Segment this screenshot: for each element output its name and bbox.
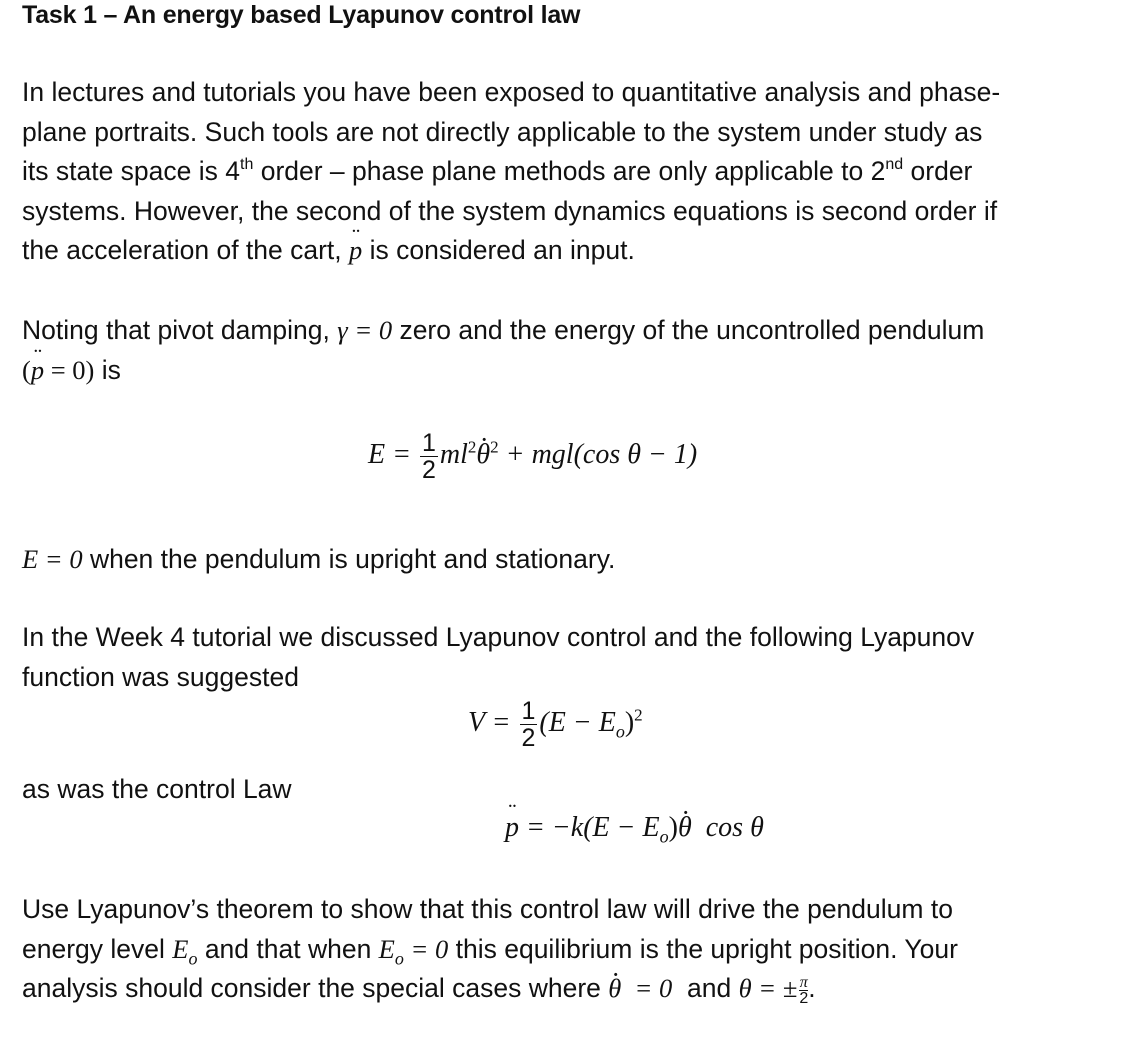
ordinal-nd: nd	[885, 156, 904, 173]
task-and: and	[672, 973, 739, 1003]
energy-frac-den: 2	[422, 456, 436, 484]
cart-acceleration-symbol: p ¨	[349, 231, 362, 271]
intro-line-3-c: order	[903, 156, 973, 186]
intro-line-3	[22, 152, 1000, 192]
task-line-2-c: this equilibrium is the upright position. Your	[448, 933, 958, 964]
control-label: as was the control Law	[22, 774, 292, 804]
lyapunov-equation	[468, 698, 643, 751]
task-line-2-b: and that when	[197, 933, 379, 964]
lyap-half-fraction	[520, 698, 538, 751]
task-line-3-a: analysis should consider the special cases where	[22, 973, 609, 1003]
energy-lhs: E =	[368, 438, 411, 470]
task-pi: π	[799, 973, 808, 991]
noting-line-1-b: zero and the energy of the uncontrolled pendulum	[392, 315, 985, 345]
lyap-frac-den: 2	[521, 724, 536, 752]
intro-line-3-a: its state space is 4	[22, 156, 240, 186]
energy-term2: + mgl(cos θ − 1)	[498, 438, 698, 470]
task-E-o-1: E	[172, 933, 189, 964]
task-period: .	[808, 973, 816, 1003]
lyap-sup-2: 2	[634, 705, 643, 725]
control-cos: cos θ	[691, 812, 764, 843]
p-ddot-symbol: p ¨	[31, 351, 44, 391]
task-E-o-2: E	[378, 933, 395, 964]
energy-term1-ml: ml	[439, 438, 468, 470]
task-eq-zero: = 0	[403, 933, 449, 964]
task-sub-o-2: o	[394, 947, 404, 968]
control-theta-dot: θ ·	[678, 812, 692, 844]
energy-theta-dot: θ ·	[476, 439, 490, 471]
control-label-paragraph	[22, 770, 292, 810]
task-two: 2	[799, 989, 809, 1007]
upright-text: when the pendulum is upright and stationary.	[82, 544, 616, 574]
intro-line-5-a: the acceleration of the cart,	[22, 235, 350, 265]
week4-line-2: function was suggested	[22, 661, 299, 692]
energy-sup-1: 2	[467, 437, 477, 457]
task-line-1: Use Lyapunov’s theorem to show that this control law will drive the pendulum to	[22, 894, 953, 924]
upright-line	[22, 540, 615, 580]
noting-eq-zero: = 0)	[44, 354, 95, 385]
damping-math: γ = 0	[337, 315, 393, 345]
task-line-2-a: energy level	[22, 933, 173, 964]
energy-frac-num: 1	[422, 429, 436, 457]
task-line-3	[22, 969, 958, 1009]
task-paragraph	[22, 890, 958, 1009]
control-rhs-a: = −k(E − E	[519, 812, 660, 843]
task-eq-zero-2: = 0	[621, 973, 673, 1003]
lyap-lhs: V =	[468, 706, 511, 738]
noting-line-1-a: Noting that pivot damping,	[22, 315, 338, 345]
noting-line-2	[22, 351, 984, 391]
noting-line-1	[22, 311, 984, 351]
task-pi-half-fraction	[799, 975, 808, 1006]
control-law-equation	[505, 812, 764, 848]
control-sub-o: o	[659, 826, 669, 847]
task-sub-o-1: o	[188, 947, 198, 968]
lyap-sub-o: o	[615, 721, 625, 742]
task-theta-pm: θ = ±	[738, 973, 798, 1003]
noting-open-paren: (	[22, 354, 31, 385]
intro-line-1: In lectures and tutorials you have been exposed to quantitative analysis and phase-	[22, 77, 1001, 107]
intro-line-5-b: is considered an input.	[362, 235, 635, 265]
energy-sup-2: 2	[490, 437, 499, 457]
intro-line-3-b: order – phase plane methods are only applicable to 2	[253, 156, 886, 186]
lyap-close: )	[624, 706, 635, 738]
lyap-frac-num: 1	[521, 697, 536, 725]
task-title: Task 1 – An energy based Lyapunov control law	[22, 1, 581, 29]
week4-line-1: In the Week 4 tutorial we discussed Lyapunov control and the following Lyapunov	[22, 622, 975, 652]
task-line-2	[22, 930, 958, 970]
intro-paragraph	[22, 73, 1000, 271]
noting-line-2-b: is	[94, 354, 121, 385]
upright-paragraph	[22, 540, 615, 580]
control-lhs-p: p ¨	[505, 812, 519, 844]
lyap-rhs: (E − E	[539, 706, 616, 738]
intro-line-5	[22, 231, 1000, 271]
task-theta-dot: θ ·	[608, 969, 621, 1009]
upright-math: E = 0	[22, 544, 83, 574]
week4-paragraph	[22, 618, 974, 697]
intro-line-4: systems. However, the second of the system dynamics equations is second order if	[22, 195, 998, 226]
intro-line-2: plane portraits. Such tools are not directly applicable to the system under study as	[22, 116, 983, 147]
noting-paragraph	[22, 311, 984, 390]
energy-half-fraction	[420, 430, 438, 483]
control-rhs-b: )	[668, 812, 678, 843]
energy-equation	[368, 430, 697, 483]
ordinal-th: th	[240, 156, 254, 173]
